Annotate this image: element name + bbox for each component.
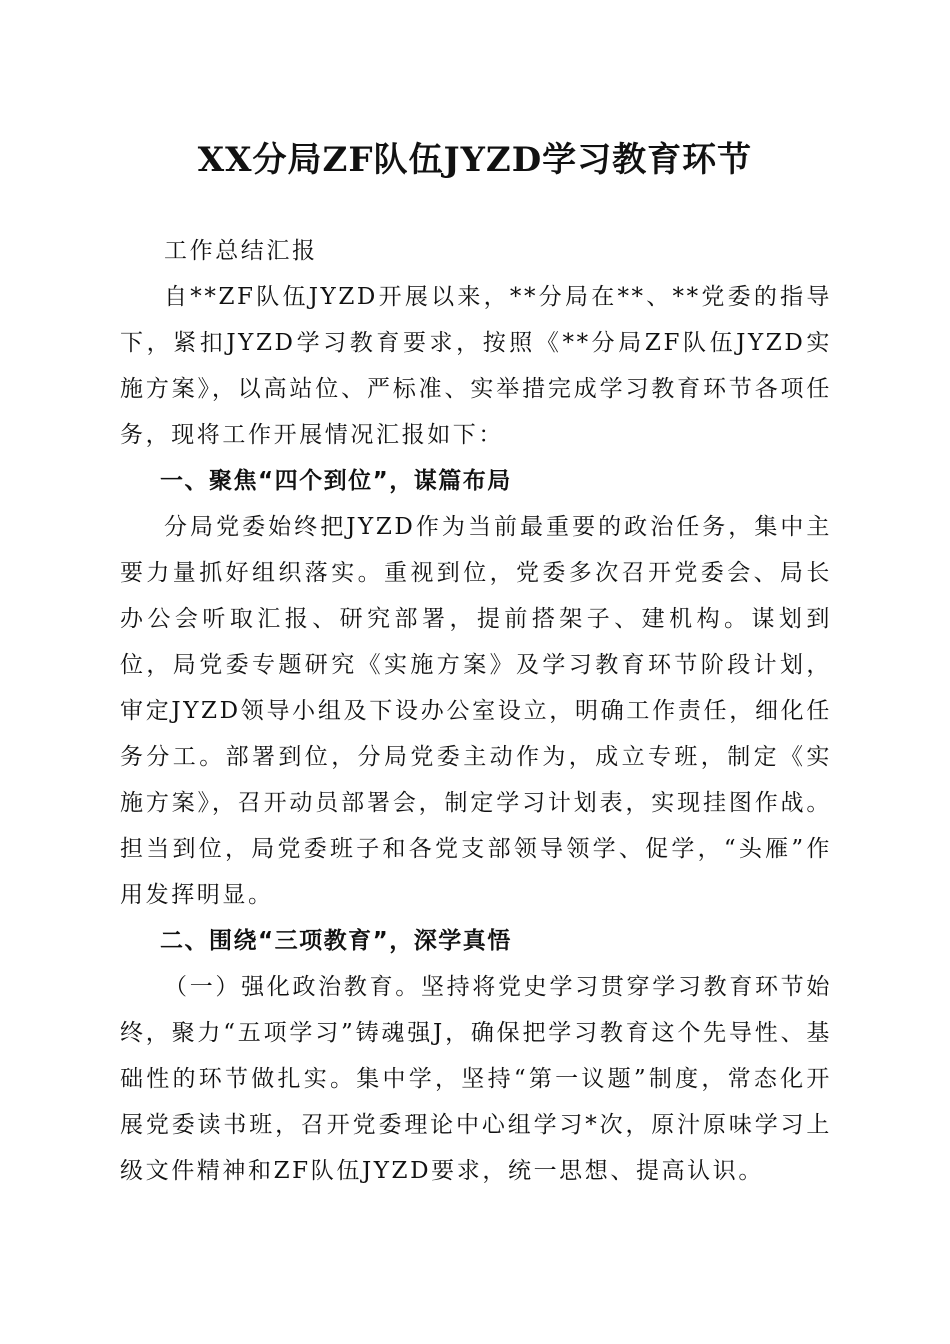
section-1-paragraph: 分局党委始终把JYZD作为当前最重要的政治任务，集中主要力量抓好组织落实。重视到位，党委多次召开党委会、局长办公会听取汇报、研究部署，提前搭架子、建机构。谋划到位，局党委专题研究《实施方案》及学习教育环节阶段计划，审定JYZD领导小组及下设办公室设立，明确工作责任，细化任务分工。部署到位，分局党委主动作为，成立专班，制定《实施方案》，召开动员部署会，制定学习计划表，实现挂图作战。担当到位，局党委班子和各党支部领导领学、促学，“头雁”作用发挥明显。 <box>120 514 832 908</box>
document-title: XX分局ZF队伍JYZD学习教育环节 <box>197 140 753 180</box>
section-2-heading: 二、围绕“三项教育”，深学真悟 <box>160 928 512 954</box>
section-1-heading: 一、聚焦“四个到位”，谋篇布局 <box>160 468 512 494</box>
section-2-sub-1-body: 坚持将党史学习贯穿学习教育环节始终，聚力“五项学习”铸魂强J，确保把学习教育这个先导性、基础性的环节做扎实。集中学，坚持“第一议题”制度，常态化开展党委读书班，召开党委理论中心组学习*次，原汁原味学习上级文件精神和ZF队伍JYZD要求，统一思想、提高认识。 <box>120 974 833 1184</box>
document-body <box>120 228 832 1194</box>
section-2-sub-1-paragraph <box>120 964 832 1194</box>
intro-paragraph: 自**ZF队伍JYZD开展以来，**分局在**、**党委的指导下，紧扣JYZD学习教育要求，按照《**分局ZF队伍JYZD实施方案》，以高站位、严标准、实举措完成学习教育环节各项任务，现将工作开展情况汇报如下： <box>120 284 832 448</box>
subtitle-paragraph: 工作总结汇报 <box>164 238 318 264</box>
section-2-sub-1-lead: （一）强化政治教育。 <box>164 974 421 1000</box>
